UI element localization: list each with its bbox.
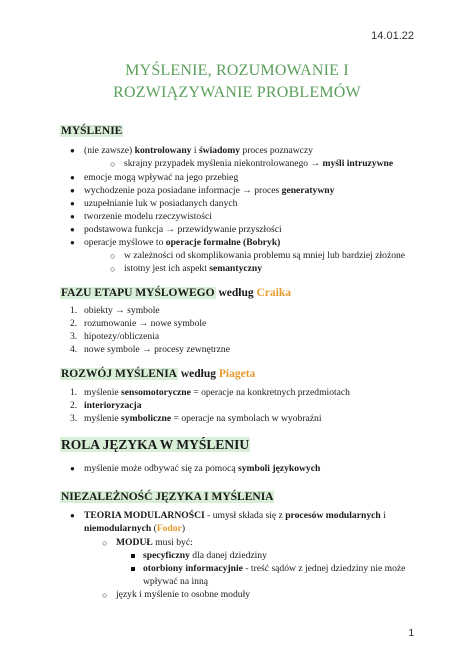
list-item: 1. obiekty → symbole <box>70 305 160 316</box>
list-item: specyficzny dla danej dziedziny <box>143 550 267 562</box>
list-item: ● uzupełnianie luk w posiadanych danych <box>70 198 238 209</box>
list-item: ● myślenie może odbywać się za pomocą symboli językowych <box>70 463 321 474</box>
heading-author: Craika <box>256 287 291 299</box>
list-item: 2. rozumowanie → nowe symbole <box>70 318 207 329</box>
list-item: 4. nowe symbole → procesy zewnętrzne <box>70 344 230 355</box>
heading-author: Piageta <box>218 368 256 380</box>
heading-mid: według <box>215 287 257 299</box>
page-number: 1 <box>408 628 414 639</box>
list-item: ○ skrajny przypadek myślenia niekontrolowanego → myśli intruzywne <box>110 158 394 169</box>
list-item: ● tworzenie modelu rzeczywistości <box>70 211 212 222</box>
page-title <box>0 60 474 104</box>
heading-text: MYŚLENIE <box>61 125 123 137</box>
list-item: ○ MODUŁ musi być: <box>102 537 193 548</box>
title-line-2: ROZWIĄZYWANIE PROBLEMÓW <box>113 84 361 101</box>
list-item: ● wychodzenie poza posiadane informacje → proces generatywny <box>70 185 335 196</box>
list-item: ● operacje myślowe to operacje formalne (Bobryk) <box>70 237 281 248</box>
list-item: 3. myślenie symboliczne = operacje na symbolach w wyobraźni <box>70 413 322 424</box>
list-item: ● TEORIA MODULARNOŚCI - umysł składa się z procesów modularnych i <box>70 510 386 521</box>
heading-text: ROZWÓJ MYŚLENIA <box>61 368 177 380</box>
title-line-1: MYŚLENIE, ROZUMOWANIE I <box>125 62 349 79</box>
list-item: ○ język i myślenie to osobne moduły <box>102 589 251 600</box>
date: 14.01.22 <box>371 30 414 42</box>
list-item: ○ istotny jest ich aspekt semantyczny <box>110 263 263 274</box>
section-heading-niezaleznosc <box>60 487 274 505</box>
list-item-continuation: wpływać na inną <box>143 576 209 587</box>
list-item-continuation: niemodularnych (Fodor) <box>84 523 186 534</box>
section-heading-fazy <box>60 283 291 301</box>
section-heading-rola-jezyka <box>60 436 250 454</box>
list-item: ● podstawowa funkcja → przewidywanie przyszłości <box>70 224 282 235</box>
list-item: ○ w zależności od skomplikowania problemu są mniej lub bardziej złożone <box>110 250 406 261</box>
heading-text: NIEZALEŻNOŚĆ JĘZYKA I MYŚLENIA <box>61 491 274 503</box>
heading-text: ROLA JĘZYKA W MYŚLENIU <box>61 437 250 452</box>
list-item: 3. hipotezy/obliczenia <box>70 331 160 342</box>
list-item: otorbiony informacyjnie - treść sądów z jednej dziedziny nie może <box>143 563 405 575</box>
list-item: ● (nie zawsze) kontrolowany i świadomy proces poznawczy <box>70 145 313 156</box>
list-item: 2. interioryzacja <box>70 400 142 411</box>
heading-text: FAZU ETAPU MYŚLOWEGO <box>61 287 215 299</box>
section-heading-rozwoj <box>60 364 255 382</box>
heading-mid: według <box>177 368 219 380</box>
list-item: 1. myślenie sensomotoryczne = operacje na konkretnych przedmiotach <box>70 387 350 398</box>
list-item: ● emocje mogą wpływać na jego przebieg <box>70 172 239 183</box>
section-heading-myslenie <box>60 121 123 139</box>
